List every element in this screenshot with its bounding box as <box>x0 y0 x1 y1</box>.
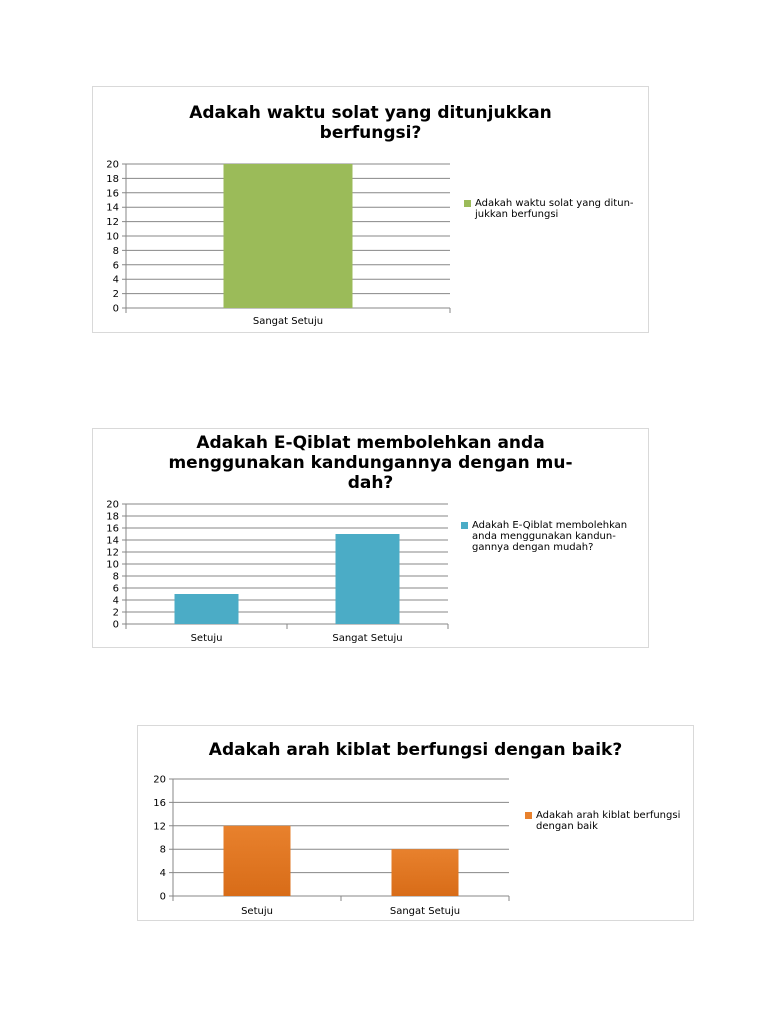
chart-2-y-tick-label: 16 <box>106 523 119 535</box>
chart-2-y-tick-label: 6 <box>112 583 119 595</box>
chart-1-title-line-2: berfungsi? <box>319 123 422 143</box>
chart-3-category-label: Sangat Setuju <box>389 906 461 917</box>
chart-3-y-tick-label: 12 <box>153 821 166 833</box>
chart-1-y-tick-label: 6 <box>112 260 119 272</box>
chart-1-y-tick-label: 12 <box>106 217 119 229</box>
chart-1-bar-1 <box>224 164 353 308</box>
chart-1-legend-swatch <box>464 200 471 207</box>
chart-2-title-line-3: dah? <box>347 473 394 493</box>
chart-3-y-tick-label: 8 <box>159 844 166 856</box>
chart-1-y-tick-label: 2 <box>112 289 119 301</box>
chart-2-y-tick-label: 10 <box>106 559 119 571</box>
chart-3-y-tick-label: 4 <box>159 868 166 880</box>
chart-1-legend-label <box>475 198 634 220</box>
chart-2-legend-label <box>472 520 627 553</box>
chart-2-y-tick-label: 12 <box>106 547 119 559</box>
chart-1-legend <box>464 198 644 220</box>
chart-2-title-line-1: Adakah E-Qiblat membolehkan anda <box>196 433 545 453</box>
chart-2-legend-line-1: Adakah E-Qiblat membolehkan <box>472 520 628 531</box>
chart-1-legend-line-2: jukkan berfungsi <box>475 209 559 220</box>
chart-2-legend-swatch <box>461 522 468 529</box>
chart-2-y-tick-label: 8 <box>112 571 119 583</box>
chart-2-container <box>92 428 649 648</box>
chart-3-y-tick-label: 20 <box>153 774 166 786</box>
chart-2-bar-2 <box>336 534 400 624</box>
chart-1-y-tick-label: 20 <box>106 159 119 171</box>
chart-2-y-tick-label: 0 <box>112 619 119 631</box>
chart-3-legend <box>525 810 690 832</box>
chart-3-legend-swatch <box>525 812 532 819</box>
chart-3-title-line-1: Adakah arah kiblat berfungsi dengan baik? <box>208 740 623 760</box>
chart-3-y-tick-label: 16 <box>153 797 166 809</box>
chart-2-category-label: Sangat Setuju <box>332 633 403 644</box>
chart-1-category-label: Sangat Setuju <box>252 316 324 327</box>
chart-3-legend-line-1: Adakah arah kiblat berfungsi <box>536 810 681 821</box>
chart-2-y-tick-label: 18 <box>106 511 119 523</box>
chart-1-y-tick-label: 8 <box>112 245 119 257</box>
chart-1-title-line-1: Adakah waktu solat yang ditunjukkan <box>189 103 552 123</box>
chart-3-bar-1 <box>224 826 291 896</box>
chart-1-y-tick-label: 10 <box>106 231 119 243</box>
chart-1-container <box>92 86 649 333</box>
chart-2-title-line-2: menggunakan kandungannya dengan mu- <box>168 453 573 473</box>
chart-2-y-tick-label: 4 <box>112 595 119 607</box>
chart-1-y-tick-label: 16 <box>106 188 119 200</box>
chart-3-category-label: Setuju <box>241 906 273 917</box>
chart-3-y-tick-label: 0 <box>159 891 166 903</box>
chart-2-legend-line-2: anda menggunakan kandun- <box>472 531 616 542</box>
chart-1-y-tick-label: 4 <box>112 274 119 286</box>
chart-3-legend-label <box>536 810 680 832</box>
chart-1-y-tick-label: 14 <box>106 202 119 214</box>
chart-3-bar-2 <box>392 849 459 896</box>
chart-2-y-tick-label: 20 <box>106 499 119 511</box>
chart-2-bar-1 <box>175 594 239 624</box>
chart-1-y-tick-label: 0 <box>112 303 119 315</box>
chart-1-y-tick-label: 18 <box>106 173 119 185</box>
chart-2-y-tick-label: 14 <box>106 535 119 547</box>
chart-3-container <box>137 725 694 921</box>
chart-2-legend <box>461 520 646 553</box>
chart-2-category-label: Setuju <box>190 633 223 644</box>
chart-3-legend-line-2: dengan baik <box>536 821 598 832</box>
chart-1-legend-line-1: Adakah waktu solat yang ditun- <box>475 198 634 209</box>
chart-2-legend-line-3: gannya dengan mudah? <box>472 542 594 553</box>
chart-2-y-tick-label: 2 <box>112 607 119 619</box>
